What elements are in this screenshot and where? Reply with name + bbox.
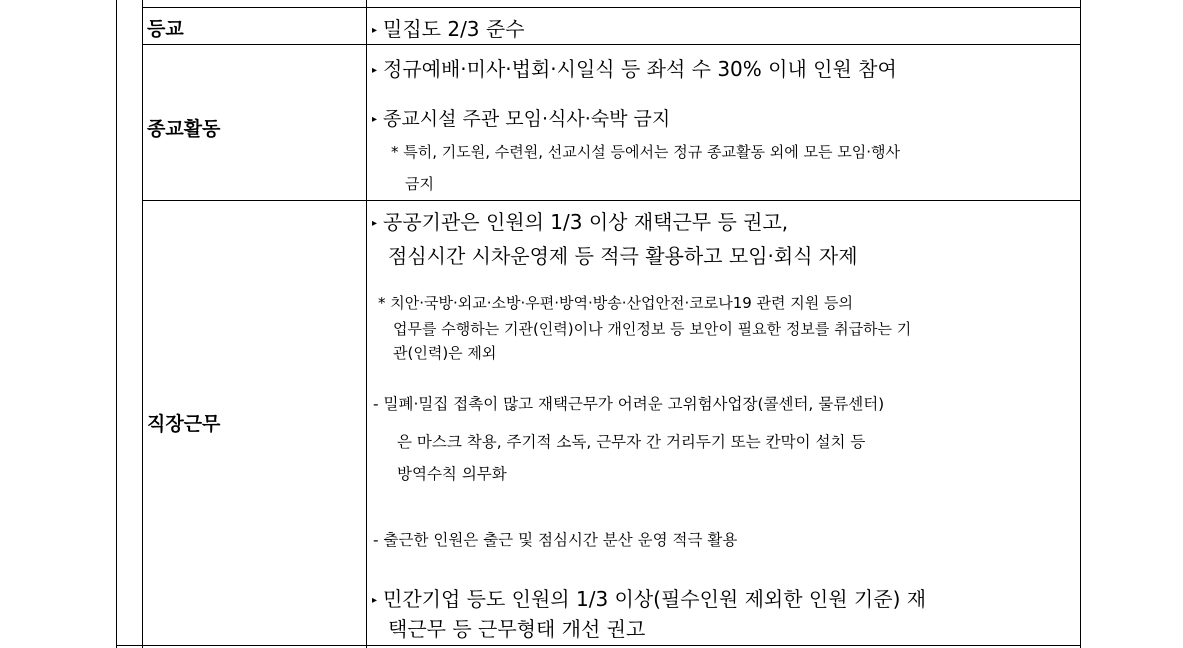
workplace-note-line-1: * 치안·국방·외교·소방·우편·방역·방송·산업안전·코로나19 관련 지원 등의 xyxy=(378,294,854,312)
school-line-1: ▸ 밀집도 2/3 준수 xyxy=(372,17,525,41)
outer-left-border xyxy=(116,0,117,648)
bullet-icon: ▸ xyxy=(372,25,378,36)
workplace-line-3: ▸ 민간기업 등도 인원의 1/3 이상(필수인원 제외한 인원 기준) 재 xyxy=(372,587,927,611)
religion-note-line-2: 금지 xyxy=(405,175,434,193)
bullet-icon: ▸ xyxy=(372,65,378,76)
label-column-left-border xyxy=(142,0,143,648)
workplace-note-line-2: 업무를 수행하는 기관(인력)이나 개인정보 등 보안이 필요한 정보를 취급하는 기 xyxy=(393,320,912,338)
row-label-workplace: 직장근무 xyxy=(147,413,221,435)
content-column-left-border xyxy=(366,0,367,648)
workplace-line-1: ▸ 공공기관은 인원의 1/3 이상 재택근무 등 권고, xyxy=(372,210,789,234)
workplace-line-2: 점심시간 시차운영제 등 적극 활용하고 모임·회식 자제 xyxy=(388,244,858,268)
workplace-line-4: 택근무 등 근무형태 개선 권고 xyxy=(388,617,646,641)
workplace-dash-line-4: - 출근한 인원은 출근 및 점심시간 분산 운영 적극 활용 xyxy=(373,531,738,549)
workplace-dash-line-3: 방역수칙 의무화 xyxy=(397,465,507,483)
row-divider-top xyxy=(142,7,1081,8)
row-label-school: 등교 xyxy=(147,18,184,40)
workplace-dash-line-1: - 밀폐·밀집 접촉이 많고 재택근무가 어려운 고위험사업장(콜센터, 물류센터) xyxy=(373,395,885,413)
bullet-icon: ▸ xyxy=(372,114,378,125)
bullet-icon: ▸ xyxy=(372,595,378,606)
workplace-dash-line-2: 은 마스크 착용, 주기적 소독, 근무자 간 거리두기 또는 칸막이 설치 등 xyxy=(397,433,866,451)
religion-line-1: ▸ 정규예배·미사·법회·시일식 등 좌석 수 30% 이내 인원 참여 xyxy=(372,57,897,81)
religion-note-line-1: * 특히, 기도원, 수련원, 선교시설 등에서는 정규 종교활동 외에 모든 모임·행사 xyxy=(391,143,900,161)
table-right-border xyxy=(1080,0,1081,648)
row-divider-1 xyxy=(142,44,1081,45)
row-label-religion: 종교활동 xyxy=(147,118,221,140)
bullet-icon: ▸ xyxy=(372,218,378,229)
table-bottom-border xyxy=(116,645,1081,646)
religion-line-2: ▸ 종교시설 주관 모임·식사·숙박 금지 xyxy=(372,108,671,130)
workplace-note-line-3: 관(인력)은 제외 xyxy=(393,344,497,362)
row-divider-2 xyxy=(142,200,1081,201)
